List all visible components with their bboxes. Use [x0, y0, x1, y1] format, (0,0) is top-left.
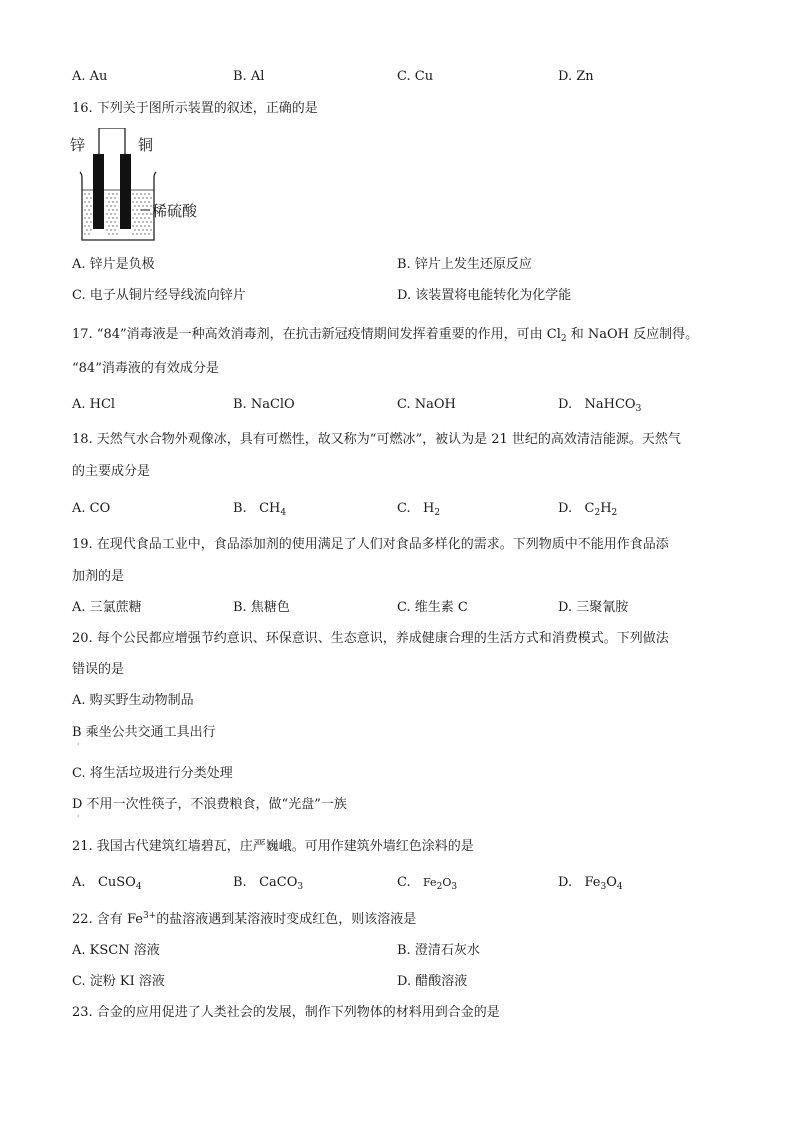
liquid-dot [134, 229, 135, 230]
liquid-dot [134, 197, 135, 198]
copper-electrode [120, 154, 131, 229]
q16-stem: 16. 下列关于图所示装置的叙述，正确的是 [72, 101, 318, 116]
liquid-dot [138, 221, 139, 222]
galvanic-cell-diagram [68, 128, 218, 246]
q19-option-b: B. 焦糖色 [233, 600, 290, 615]
q20-option-c: C. 将生活垃圾进行分类处理 [72, 766, 233, 781]
liquid-dot [84, 225, 85, 226]
q23-stem: 23. 合金的应用促进了人类社会的发展，制作下列物体的材料用到合金的是 [72, 1005, 500, 1020]
liquid-dot [136, 193, 137, 194]
q19-option-d: D. 三聚氰胺 [558, 600, 629, 615]
stray-dot: · [77, 740, 80, 749]
liquid-dot [142, 205, 143, 206]
liquid-dot [144, 225, 145, 226]
liquid-dot [108, 233, 109, 234]
q18-stem-line2: 的主要成分是 [72, 464, 151, 479]
zinc-electrode [93, 154, 104, 229]
q22-stem: 22. 含有 $Fe^{3+}$的盐溶液遇到某溶液时变成红色，则该溶液是 [72, 911, 417, 927]
liquid-dot [138, 229, 139, 230]
liquid-dot [110, 221, 111, 222]
liquid-dot [134, 213, 135, 214]
q21-option-d: D. $Fe_3O_4$ [558, 875, 623, 892]
q22-option-d: D. 醋酸溶液 [397, 974, 468, 989]
q17-stem-line2: “84”消毒液的有效成分是 [72, 361, 219, 376]
q20-option-b: B 乘坐公共交通工具出行 [72, 725, 216, 740]
liquid-dot [86, 197, 87, 198]
liquid-dot [88, 209, 89, 210]
liquid-dot [106, 221, 107, 222]
liquid-dot [84, 233, 85, 234]
q17-option-c: C. NaOH [397, 397, 456, 412]
liquid-dot [86, 229, 87, 230]
liquid-dot [116, 225, 117, 226]
q22-option-b: B. 澄清石灰水 [397, 943, 480, 958]
liquid-dot [142, 229, 143, 230]
liquid-dot [148, 217, 149, 218]
liquid-dot [138, 213, 139, 214]
liquid-dot [106, 205, 107, 206]
liquid-dot [116, 193, 117, 194]
q18-stem-line1: 18. 天然气水合物外观像冰，具有可燃性，故又称为“可燃冰”，被认为是 21 世纪的高效清洁能源。天然气 [72, 432, 681, 447]
liquid-dot [108, 217, 109, 218]
liquid-dot [114, 213, 115, 214]
liquid-dot [132, 193, 133, 194]
liquid-dot [150, 229, 151, 230]
solution-label: 稀硫酸 [152, 202, 198, 220]
liquid-dot [146, 197, 147, 198]
liquid-dot [88, 193, 89, 194]
liquid-dot [106, 213, 107, 214]
q16-option-d: D. 该装置将电能转化为化学能 [397, 288, 572, 303]
q20-option-d: D 不用一次性筷子，不浪费粮食，做“光盘”一族 [72, 797, 347, 812]
liquid-dot [116, 209, 117, 210]
liquid-dot [112, 217, 113, 218]
liquid-dot [84, 201, 85, 202]
liquid-dot [148, 225, 149, 226]
liquid-dot [90, 229, 91, 230]
liquid-dot [138, 197, 139, 198]
liquid-dot [140, 233, 141, 234]
liquid-dot [136, 201, 137, 202]
q17-option-a: A. HCl [72, 397, 116, 412]
liquid-dot [114, 197, 115, 198]
liquid-dot [84, 217, 85, 218]
liquid-dot [86, 221, 87, 222]
liquid-dot [146, 205, 147, 206]
liquid-dot [136, 209, 137, 210]
liquid-dot [132, 209, 133, 210]
liquid-dot [144, 193, 145, 194]
liquid-dot [148, 201, 149, 202]
liquid-dot [108, 201, 109, 202]
liquid-dot [84, 209, 85, 210]
q21-option-c: C. $Fe_2O_3$ [397, 875, 458, 892]
liquid-dot [138, 205, 139, 206]
liquid-dot [88, 217, 89, 218]
q15-option-c: C. Cu [397, 69, 434, 84]
liquid-dot [110, 229, 111, 230]
liquid-dot [88, 233, 89, 234]
zinc-label: 锌 [70, 136, 86, 154]
liquid-dot [146, 221, 147, 222]
q16-option-c: C. 电子从铜片经导线流向锌片 [72, 288, 246, 303]
liquid-dot [142, 213, 143, 214]
q15-option-d: D. Zn [558, 69, 594, 84]
q17-option-b: B. NaClO [233, 397, 295, 412]
liquid-dot [112, 225, 113, 226]
liquid-dot [150, 221, 151, 222]
q18-option-c: C. $H_2$ [397, 501, 441, 518]
liquid-dot [88, 201, 89, 202]
q20-option-a: A. 购买野生动物制品 [72, 693, 194, 708]
liquid-dot [144, 233, 145, 234]
liquid-dot [144, 201, 145, 202]
liquid-dot [148, 233, 149, 234]
q22-option-a: A. KSCN 溶液 [72, 943, 160, 958]
liquid-dot [134, 205, 135, 206]
liquid-dot [140, 193, 141, 194]
liquid-dot [90, 197, 91, 198]
liquid-dot [116, 217, 117, 218]
q21-option-a: A. CuSO$_4$ [72, 875, 142, 892]
q15-option-a: A. Au [72, 69, 108, 84]
q19-option-c: C. 维生素 C [397, 600, 468, 615]
q21-option-b: B. CaCO$_3$ [233, 875, 304, 892]
q20-stem-line1: 20. 每个公民都应增强节约意识、环保意识、生态意识，养成健康合理的生活方式和消费模式。下列做法 [72, 631, 669, 646]
q18-option-a: A. CO [72, 501, 111, 516]
q16-option-b: B. 锌片上发生还原反应 [397, 257, 532, 272]
liquid-dot [136, 217, 137, 218]
stray-dot: · [77, 812, 80, 821]
liquid-dot [108, 193, 109, 194]
liquid-dot [108, 209, 109, 210]
liquid-dot [140, 217, 141, 218]
liquid-dot [106, 197, 107, 198]
q19-stem-line1: 19. 在现代食品工业中，食品添加剂的使用满足了人们对食品多样化的需求。下列物质中不能用作食品添 [72, 537, 669, 552]
liquid-dot [114, 205, 115, 206]
liquid-dot [106, 229, 107, 230]
liquid-dot [140, 225, 141, 226]
liquid-dot [136, 225, 137, 226]
liquid-dot [84, 193, 85, 194]
q20-stem-line2: 错误的是 [72, 662, 125, 677]
liquid-dot [86, 213, 87, 214]
q21-stem: 21. 我国古代建筑红墙碧瓦，庄严巍峨。可用作建筑外墙红色涂料的是 [72, 839, 474, 854]
q19-option-a: A. 三氯蔗糖 [72, 600, 142, 615]
liquid-dot [90, 213, 91, 214]
copper-label: 铜 [138, 136, 154, 154]
liquid-dot [112, 233, 113, 234]
liquid-dot [144, 217, 145, 218]
q16-option-a: A. 锌片是负极 [72, 257, 155, 272]
q17-option-d: D. NaHCO$_3$ [558, 397, 642, 414]
liquid-dot [132, 225, 133, 226]
q18-option-b: B. $CH_4$ [233, 501, 287, 518]
liquid-dot [114, 229, 115, 230]
liquid-dot [110, 197, 111, 198]
q18-option-d: D. $C_2H_2$ [558, 501, 618, 518]
liquid-dot [132, 201, 133, 202]
liquid-dot [132, 217, 133, 218]
liquid-dot [110, 205, 111, 206]
liquid-dot [132, 233, 133, 234]
liquid-dot [146, 213, 147, 214]
liquid-dot [114, 221, 115, 222]
liquid-dot [88, 225, 89, 226]
liquid-dot [112, 193, 113, 194]
liquid-dot [112, 201, 113, 202]
liquid-dot [112, 209, 113, 210]
liquid-dot [150, 197, 151, 198]
q15-option-b: B. Al [233, 69, 265, 84]
liquid-dot [116, 201, 117, 202]
liquid-dot [148, 193, 149, 194]
liquid-dot [142, 221, 143, 222]
liquid-dot [90, 221, 91, 222]
liquid-dot [140, 201, 141, 202]
liquid-dot [116, 233, 117, 234]
liquid-dot [90, 205, 91, 206]
q17-stem-line1: 17. “84”消毒液是一种高效消毒剂，在抗击新冠疫情期间发挥着重要的作用，可由 $Cl_2$ 和 NaOH 反应制得。 [72, 327, 699, 344]
liquid-dot [142, 197, 143, 198]
q22-option-c: C. 淀粉 KI 溶液 [72, 974, 165, 989]
liquid-dot [134, 221, 135, 222]
liquid-dot [110, 213, 111, 214]
wire [99, 128, 125, 156]
liquid-dot [108, 225, 109, 226]
liquid-dot [86, 205, 87, 206]
liquid-dot [146, 229, 147, 230]
q19-stem-line2: 加剂的是 [72, 569, 125, 584]
liquid-dot [136, 233, 137, 234]
